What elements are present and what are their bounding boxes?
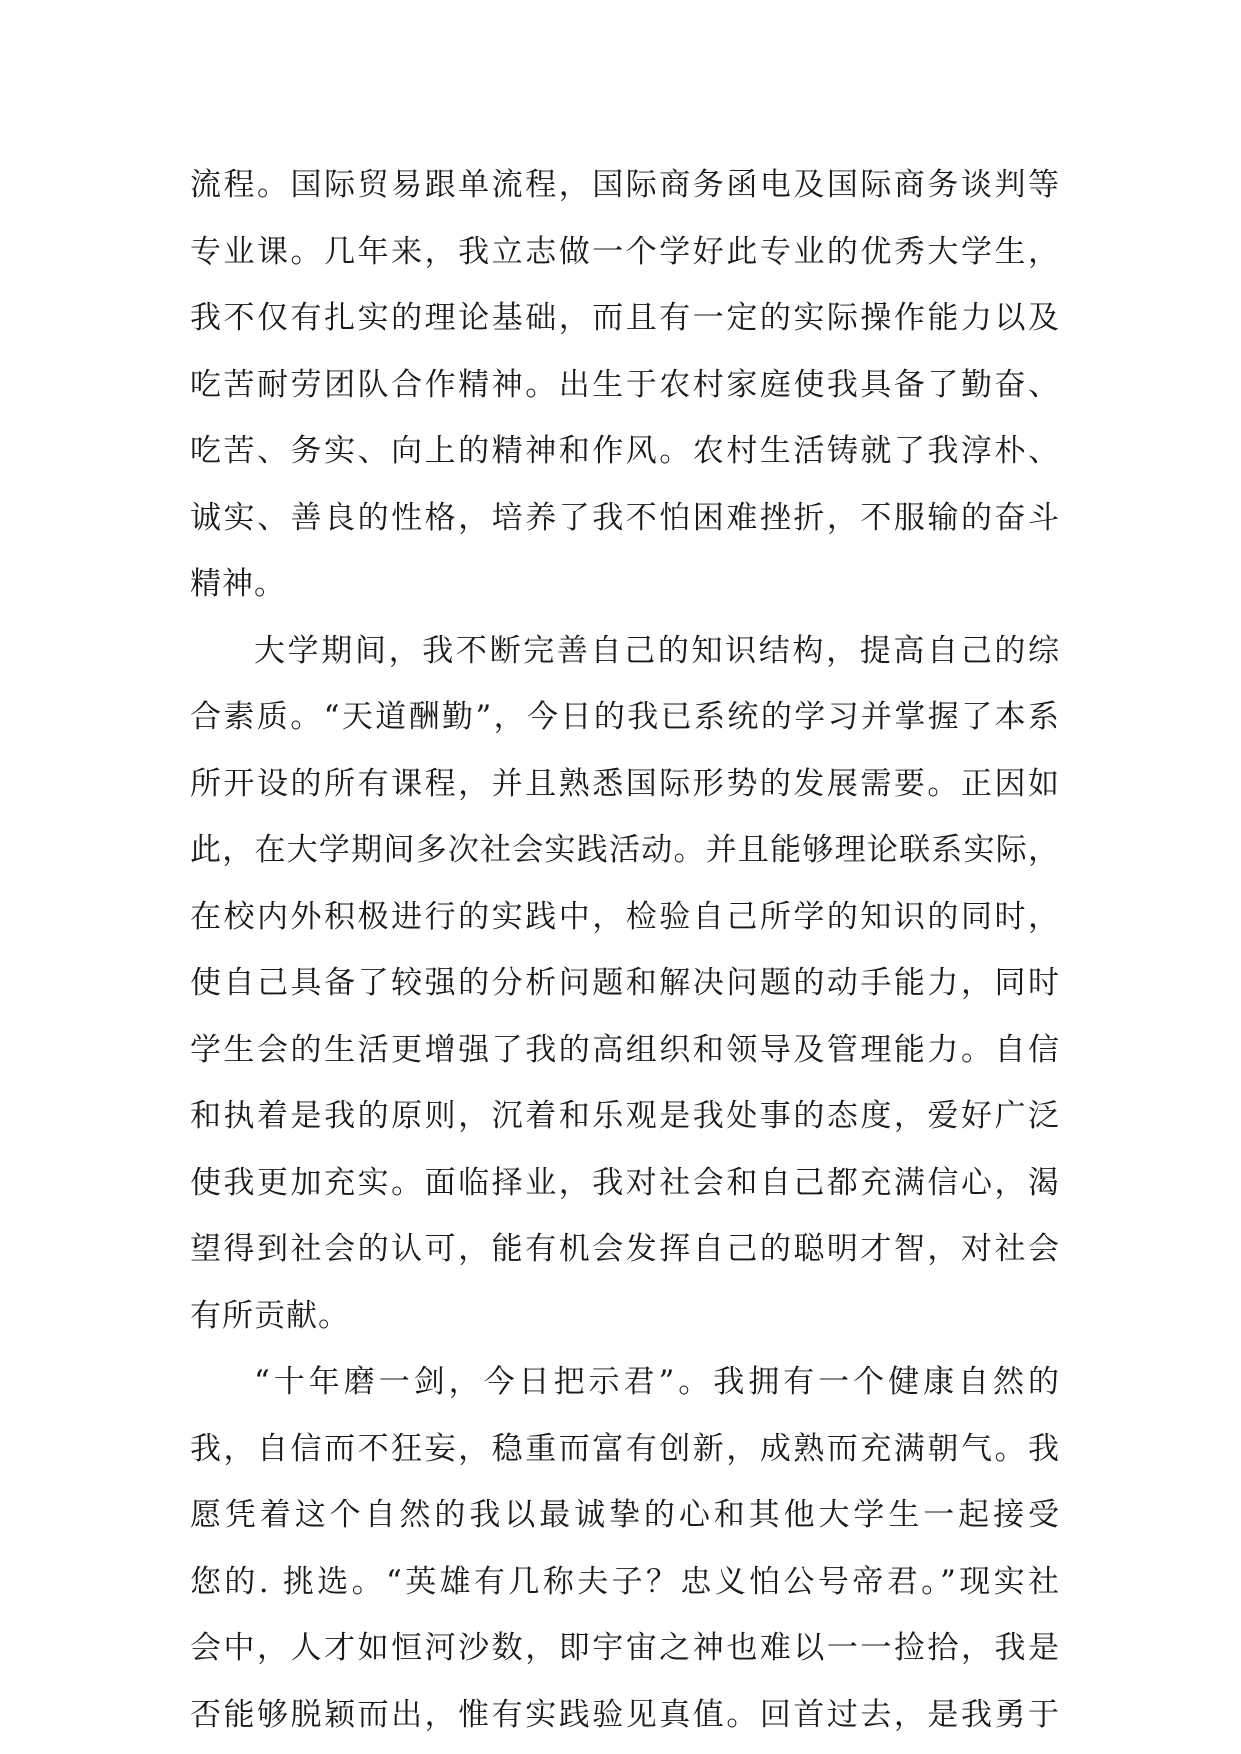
paragraph-2-line-1: 大学期间，我不断完善自己的知识结构，提高自己的综 xyxy=(254,632,1060,669)
paragraph-1-line-2: 专业课。几年来，我立志做一个学好此专业的优秀大学生， xyxy=(190,233,1060,270)
paragraph-1-line-5: 吃苦、务实、向上的精神和作风。农村生活铸就了我淳朴、 xyxy=(190,433,1060,469)
paragraph-2-line-4: 此，在大学期间多次社会实践活动。并且能够理论联系实际， xyxy=(190,832,1060,868)
paragraph-2-line-2: 合素质。“天道酬勤”，今日的我已系统的学习并掌握了本系 xyxy=(190,699,1060,735)
paragraph-3-line-1: “十年磨一剑，今日把示君”。我拥有一个健康自然的 xyxy=(254,1364,1060,1400)
paragraph-3-line-4: 您的. 挑选。“英雄有几称夫子？忠义怕公号帝君。”现实社 xyxy=(190,1563,1060,1600)
paragraph-1-line-4: 吃苦耐劳团队合作精神。出生于农村家庭使我具备了勤奋、 xyxy=(190,366,1060,403)
paragraph-3-line-5: 会中，人才如恒河沙数，即宇宙之神也难以一一捡拾，我是 xyxy=(190,1630,1060,1666)
paragraph-2-line-10: 望得到社会的认可，能有机会发挥自己的聪明才智，对社会 xyxy=(190,1231,1060,1267)
paragraph-1-line-7: 精神。 xyxy=(190,566,286,602)
paragraph-2-line-7: 学生会的生活更增强了我的高组织和领导及管理能力。自信 xyxy=(190,1031,1060,1068)
paragraph-1-line-1: 流程。国际贸易跟单流程，国际商务函电及国际商务谈判等 xyxy=(190,167,1060,203)
paragraph-2-line-3: 所开设的所有课程，并且熟悉国际形势的发展需要。正因如 xyxy=(190,765,1060,802)
paragraph-3-line-2: 我，自信而不狂妄，稳重而富有创新，成熟而充满朝气。我 xyxy=(190,1430,1060,1467)
paragraph-1-line-6: 诚实、善良的性格，培养了我不怕困难挫折，不服输的奋斗 xyxy=(190,499,1060,536)
paragraph-2-line-5: 在校内外积极进行的实践中，检验自己所学的知识的同时， xyxy=(190,898,1060,935)
paragraph-2-line-8: 和执着是我的原则，沉着和乐观是我处事的态度，爱好广泛 xyxy=(190,1098,1060,1134)
paragraph-1-line-3: 我不仅有扎实的理论基础，而且有一定的实际操作能力以及 xyxy=(190,300,1060,336)
paragraph-2-line-9: 使我更加充实。面临择业，我对社会和自己都充满信心，渴 xyxy=(190,1164,1060,1201)
paragraph-2-line-6: 使自己具备了较强的分析问题和解决问题的动手能力，同时 xyxy=(190,965,1060,1001)
document-body xyxy=(190,152,1060,1748)
paragraph-2-line-11: 有所贡献。 xyxy=(190,1297,350,1334)
paragraph-3-line-3: 愿凭着这个自然的我以最诚挚的心和其他大学生一起接受 xyxy=(190,1497,1060,1533)
paragraph-3-line-6: 否能够脱颖而出，惟有实践验见真值。回首过去，是我勇于 xyxy=(190,1696,1060,1733)
